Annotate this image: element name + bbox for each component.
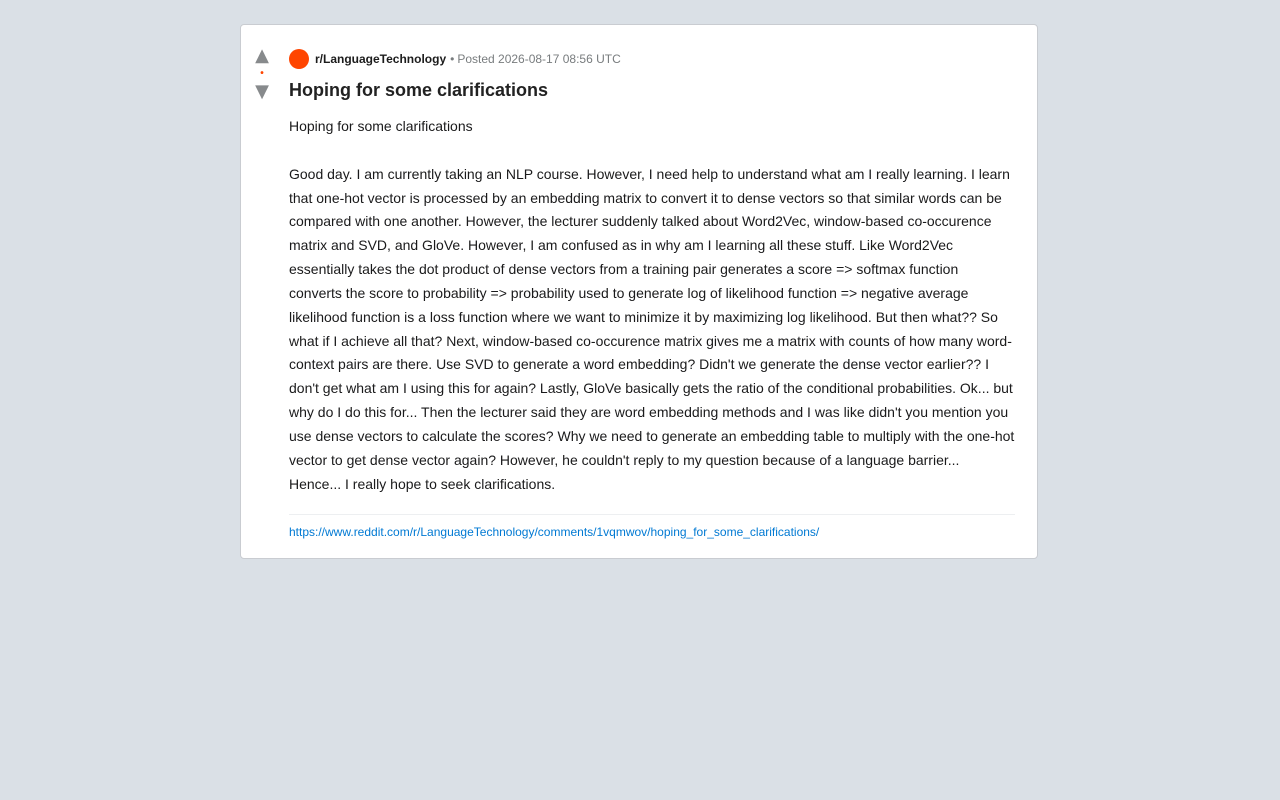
meta-separator: •: [450, 52, 455, 66]
divider: [289, 514, 1015, 515]
post-body: Hoping for some clarifications Good day. I am currently taking an NLP course. However, I need help to understand what am I really learning. I learn that one-hot vector is processed by an embedding matrix to convert it to dense vectors so that similar words can be compared with one another. However, the lecturer suddenly talked about Word2Vec, window-based co-occurence matrix and SVD, and GloVe. However, I am confused as in why am I learning all these stuff. Like Word2Vec essentially takes the dot product of dense vectors from a training pair generates a score => softmax function converts the score to probability => probability used to generate log of likelihood function => negative average likelihood function is a loss function where we want to minimize it by maximizing log likelihood. But then what?? So what if I achieve all that? Next, window-based co-occurence matrix gives me a matrix with counts of how many word-context pairs are there. Use SVD to generate a word embedding? Didn't we generate the dense vector earlier?? I don't get what am I using this for again? Lastly, GloVe basically gets the ratio of the conditional probabilities. Ok... but why do I do this for... Then the lecturer said they are word embedding methods and I was like didn't you mention you use dense vectors to calculate the scores? Why we need to generate an embedding table to multiply with the one-hot vector to get dense vector again? However, he couldn't reply to my question because of a language barrier... Hence... I really hope to seek clarifications.: [289, 118, 1015, 492]
post-permalink[interactable]: https://www.reddit.com/r/LanguageTechnology/comments/1vqmwov/hoping_for_some_clarifications/: [289, 524, 820, 539]
post-content: [289, 49, 1015, 539]
vote-score: •: [260, 68, 264, 79]
posted-timestamp: Posted 2026-08-17 08:56 UTC: [457, 52, 621, 66]
subreddit-avatar-icon[interactable]: [289, 49, 309, 69]
post-title[interactable]: Hoping for some clarifications: [289, 80, 549, 100]
post-meta: [289, 49, 1015, 69]
upvote-icon[interactable]: ▲: [255, 45, 269, 66]
post-card: [240, 24, 1038, 559]
vote-column: [241, 47, 283, 101]
subreddit-link[interactable]: r/LanguageTechnology: [315, 52, 447, 66]
downvote-icon[interactable]: ▼: [255, 81, 269, 102]
